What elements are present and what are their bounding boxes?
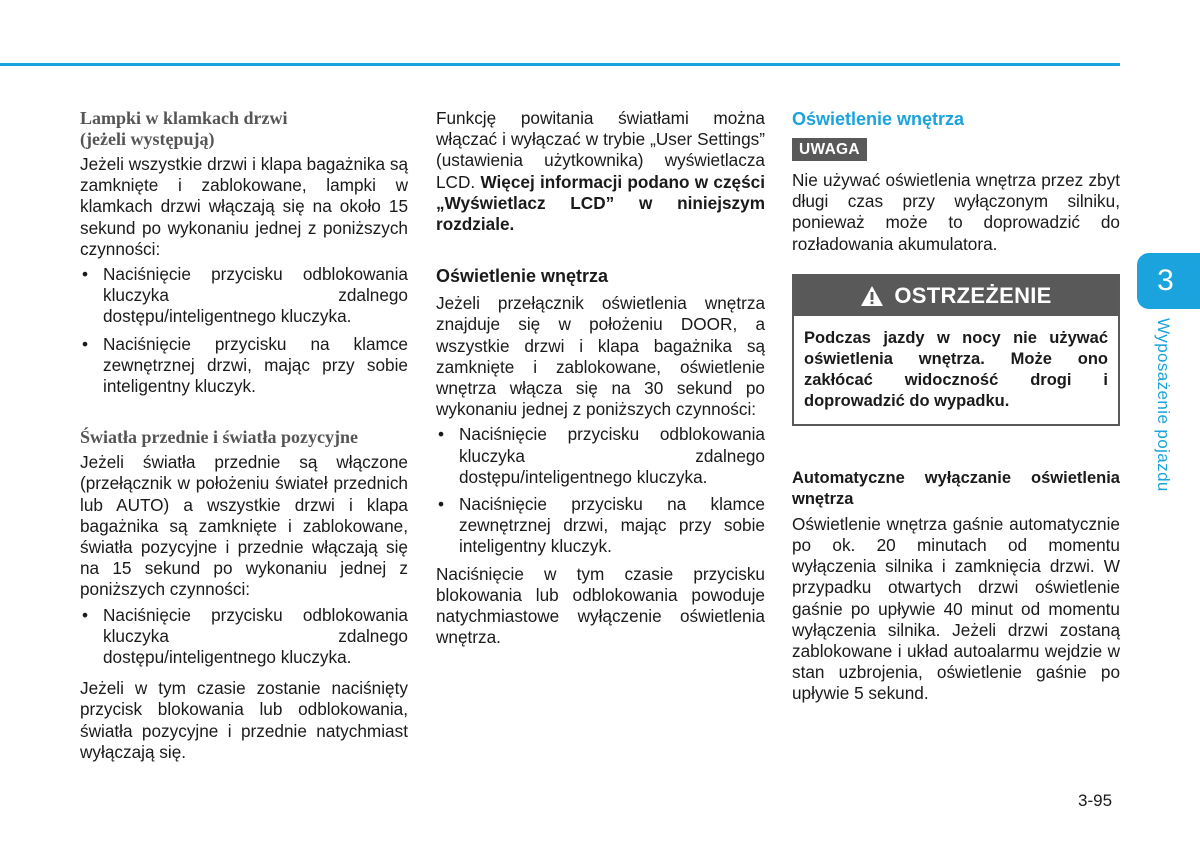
bullet-icon: •: [82, 604, 89, 625]
list-item: [436, 424, 765, 488]
paragraph-intro: [436, 108, 765, 235]
bullet-icon: •: [82, 333, 89, 354]
list-item-text: Naciśnięcie przycisku odblokowania kluczyka zdalnego dostępu/inteligentnego kluczyka.: [459, 424, 765, 487]
column-middle: [436, 108, 765, 648]
paragraph: Naciśnięcie w tym czasie przycisku blokowania lub odblokowania powoduje natychmiastowe wyłączenie oświetlenia wnętrza.: [436, 563, 765, 648]
list-item: [436, 494, 765, 558]
bullet-icon: •: [82, 264, 89, 285]
section-title-interior-lighting: Oświetlenie wnętrza: [436, 266, 609, 287]
notice-text: Nie używać oświetlenia wnętrza przez zbyt długi czas przy wyłączonym silniku, ponieważ może to doprowadzić do rozładowania akumulatora.: [792, 170, 1120, 254]
bullet-list: [80, 605, 408, 669]
subsection-title-auto-off: Automatyczne wyłączanie oświetlenia wnętrza: [792, 468, 1120, 508]
section-title-door-handle-lamps: [80, 108, 408, 150]
list-item: [80, 605, 408, 669]
warning-text: Podczas jazdy w nocy nie używać oświetlenia wnętrza. Może ono zakłócać widoczność drogi i doprowadzić do wypadku.: [804, 328, 1108, 410]
section-title-line-2: (jeżeli występują): [80, 129, 215, 149]
section-title-interior-lighting-blue: Oświetlenie wnętrza: [792, 109, 965, 129]
chapter-side-title: Wyposażenie pojazdu: [1154, 318, 1173, 492]
list-item-text: Naciśnięcie przycisku na klamce zewnętrznej drzwi, mając przy sobie inteligentny kluczyk.: [459, 494, 765, 557]
warning-label: OSTRZEŻENIE: [894, 283, 1052, 309]
top-accent-rule: [0, 63, 1120, 66]
bullet-list: [436, 424, 765, 557]
paragraph: Jeżeli w tym czasie zostanie naciśnięty przycisk blokowania lub odblokowania, światła pozycyjne i przednie natychmiast wyłączają się.: [80, 678, 408, 762]
section-title-headlights: Światła przednie i światła pozycyjne: [80, 427, 358, 448]
warning-box: [792, 274, 1120, 426]
list-item: [80, 264, 408, 328]
paragraph: Jeżeli przełącznik oświetlenia wnętrza znajduje się w położeniu DOOR, a wszystkie drzwi i klapa bagażnika są zamknięte i zablokowane, oświetlenie wnętrza włącza się na 30 sekund po wykonaniu jednej z poniższych czynności:: [436, 293, 765, 420]
page-number: 3-95: [1078, 791, 1113, 810]
intro-bold-reference: Więcej informacji podano w części „Wyświetlacz LCD” w niniejszym rozdziale.: [436, 171, 765, 235]
chapter-tab: [1137, 253, 1200, 309]
bullet-icon: •: [438, 494, 445, 515]
list-item-text: Naciśnięcie przycisku na klamce zewnętrznej drzwi, mając przy sobie inteligentny kluczyk.: [103, 333, 408, 397]
section-title-line-1: Lampki w klamkach drzwi: [80, 108, 288, 128]
paragraph: Jeżeli wszystkie drzwi i klapa bagażnika są zamknięte i zablokowane, lampki w klamkach drzwi włączają się na około 15 sekund po wykonaniu jednej z poniższych czynności:: [80, 154, 408, 259]
list-item-text: Naciśnięcie przycisku odblokowania kluczyka zdalnego dostępu/inteligentnego kluczyka.: [103, 264, 408, 327]
column-left: [80, 108, 408, 763]
warning-header: [794, 276, 1118, 316]
list-item: [80, 334, 408, 398]
paragraph: Oświetlenie wnętrza gaśnie automatycznie po ok. 20 minutach od momentu wyłączenia silnika i zamknięcia drzwi. W przypadku otwartych drzwi oświetlenie gaśnie po upływie 40 minut od momentu wyłączenia silnika. Jeżeli drzwi zostaną zablokowane i układ autoalarmu wejdzie w stan uzbrojenia, oświetlenie gaśnie po upływie 5 sekund.: [792, 513, 1120, 704]
intro-text: Funkcję powitania światłami można włączać i wyłączać w trybie „User Settings” (ustawienia użytkownika) wyświetlacza LCD.: [436, 108, 765, 192]
bullet-list: [80, 264, 408, 397]
paragraph: Jeżeli światła przednie są włączone (przełącznik w położeniu świateł przednich lub AUTO) a wszystkie drzwi i klapa bagażnika są zamknięte i zablokowane, światła pozycyjne i przednie włączają się na 15 sekund po wykonaniu jednej z poniższych czynności:: [80, 452, 408, 600]
notice-badge: UWAGA: [792, 138, 867, 161]
warning-triangle-icon: [860, 285, 884, 307]
bullet-icon: •: [438, 424, 445, 445]
column-right: [792, 108, 1120, 705]
chapter-number: 3: [1157, 264, 1174, 297]
list-item-text: Naciśnięcie przycisku odblokowania kluczyka zdalnego dostępu/inteligentnego kluczyka.: [103, 604, 408, 668]
